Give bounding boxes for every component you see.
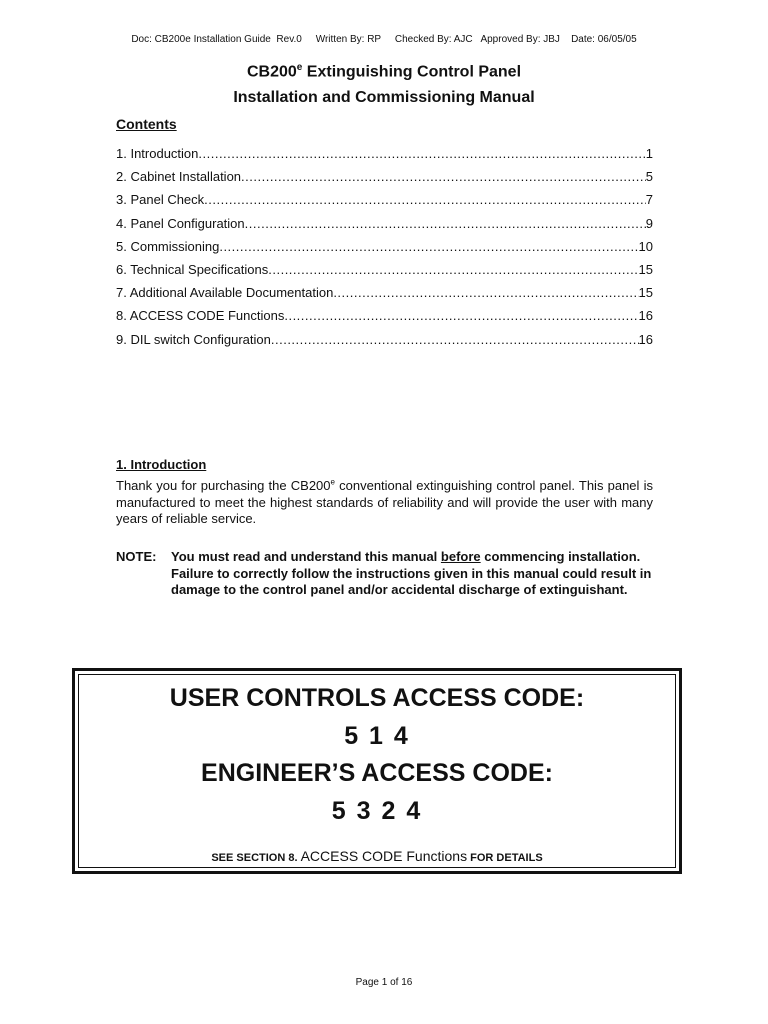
intro-superscript: e [330,477,335,487]
engineer-access-label: ENGINEER’S ACCESS CODE: [201,759,553,787]
intro-text-part1: Thank you for purchasing the CB200 [116,478,331,493]
toc-entry-label: 3. Panel Check [116,192,205,208]
toc-entry-label: 6. Technical Specifications [116,261,269,277]
title-superscript: e [296,62,303,73]
note-text-before: You must read and understand this manual [171,549,441,564]
document-subtitle: Installation and Commissioning Manual [233,89,535,106]
toc-entry-label: 7. Additional Available Documentation [116,285,334,301]
toc-entry-label: 1. Introduction [116,146,199,161]
toc-entry-page: 1 [645,146,653,161]
toc-entry-page: 15 [638,285,653,301]
toc-entry [116,332,653,355]
toc-entry-page: 10 [638,238,653,254]
toc-dot-leader [333,285,638,300]
page-number: Page 1 of 16 [355,977,413,988]
access-code-box [72,668,682,874]
toc-entry-page: 5 [645,169,653,185]
title-product: CB200 [246,63,297,81]
note-text [171,549,656,599]
user-access-code: 5 1 4 [344,722,410,750]
toc-entry [116,262,653,285]
toc-entry-label: 2. Cabinet Installation [116,169,242,185]
toc-entry-page: 16 [638,331,653,347]
toc-dot-leader [241,169,646,184]
note-label: NOTE: [116,549,157,564]
footer-pre: SEE SECTION 8. [211,852,301,864]
intro-text-part2: conventional extinguishing control panel. This panel is manufactured to meet the highest standards of reliability and will provide the user with many years of reliable service. [116,478,653,527]
toc-dot-leader [271,332,639,347]
toc-entry [116,285,653,308]
title-rest: Extinguishing Control Panel [302,63,522,81]
footer-mid: ACCESS CODE Functions [300,848,468,864]
document-title [0,62,768,81]
document-header [0,34,768,45]
note-block [116,549,656,599]
contents-heading: Contents [116,116,177,132]
toc-entry-page: 16 [638,308,653,324]
header-doc: Doc: CB200e Installation Guide [131,34,271,45]
toc-entry [116,239,653,262]
note-text-after: commencing installation. Failure to correctly follow the instructions given in this manual could result in damage to the control panel and/or accidental discharge of extinguishant. [171,549,652,598]
user-access-label: USER CONTROLS ACCESS CODE: [169,684,585,712]
access-box-footer [79,848,675,864]
engineer-access-code: 5 3 2 4 [331,797,423,825]
introduction-paragraph [116,478,653,528]
note-text-underlined: before [440,549,481,564]
header-date: Date: 06/05/05 [571,34,637,45]
footer-post: FOR DETAILS [467,852,543,864]
toc-entry-page: 9 [645,215,653,231]
header-written-by: Written By: RP [315,34,381,45]
toc-entry-page: 15 [638,261,653,277]
introduction-heading: 1. Introduction [116,457,207,472]
toc-entry-page: 7 [645,192,653,208]
toc-entry [116,169,653,192]
toc-entry [116,308,653,331]
toc-dot-leader [245,216,646,231]
table-of-contents [116,146,653,355]
header-checked-by: Checked By: AJC [394,34,473,45]
access-code-box-inner [78,674,676,868]
header-approved-by: Approved By: JBJ [480,34,560,45]
toc-entry-label: 8. ACCESS CODE Functions [116,308,285,324]
toc-entry-label: 9. DIL switch Configuration [116,331,271,347]
toc-dot-leader [219,239,638,254]
header-rev: Rev.0 [276,34,302,45]
toc-dot-leader [268,262,638,277]
toc-dot-leader [204,192,646,207]
toc-entry-label: 4. Panel Configuration [116,215,245,231]
toc-dot-leader [284,308,638,323]
toc-entry-label: 5. Commissioning [116,238,220,254]
toc-entry [116,192,653,215]
toc-dot-leader [198,146,645,161]
toc-entry [116,216,653,239]
toc-entry [116,146,653,169]
